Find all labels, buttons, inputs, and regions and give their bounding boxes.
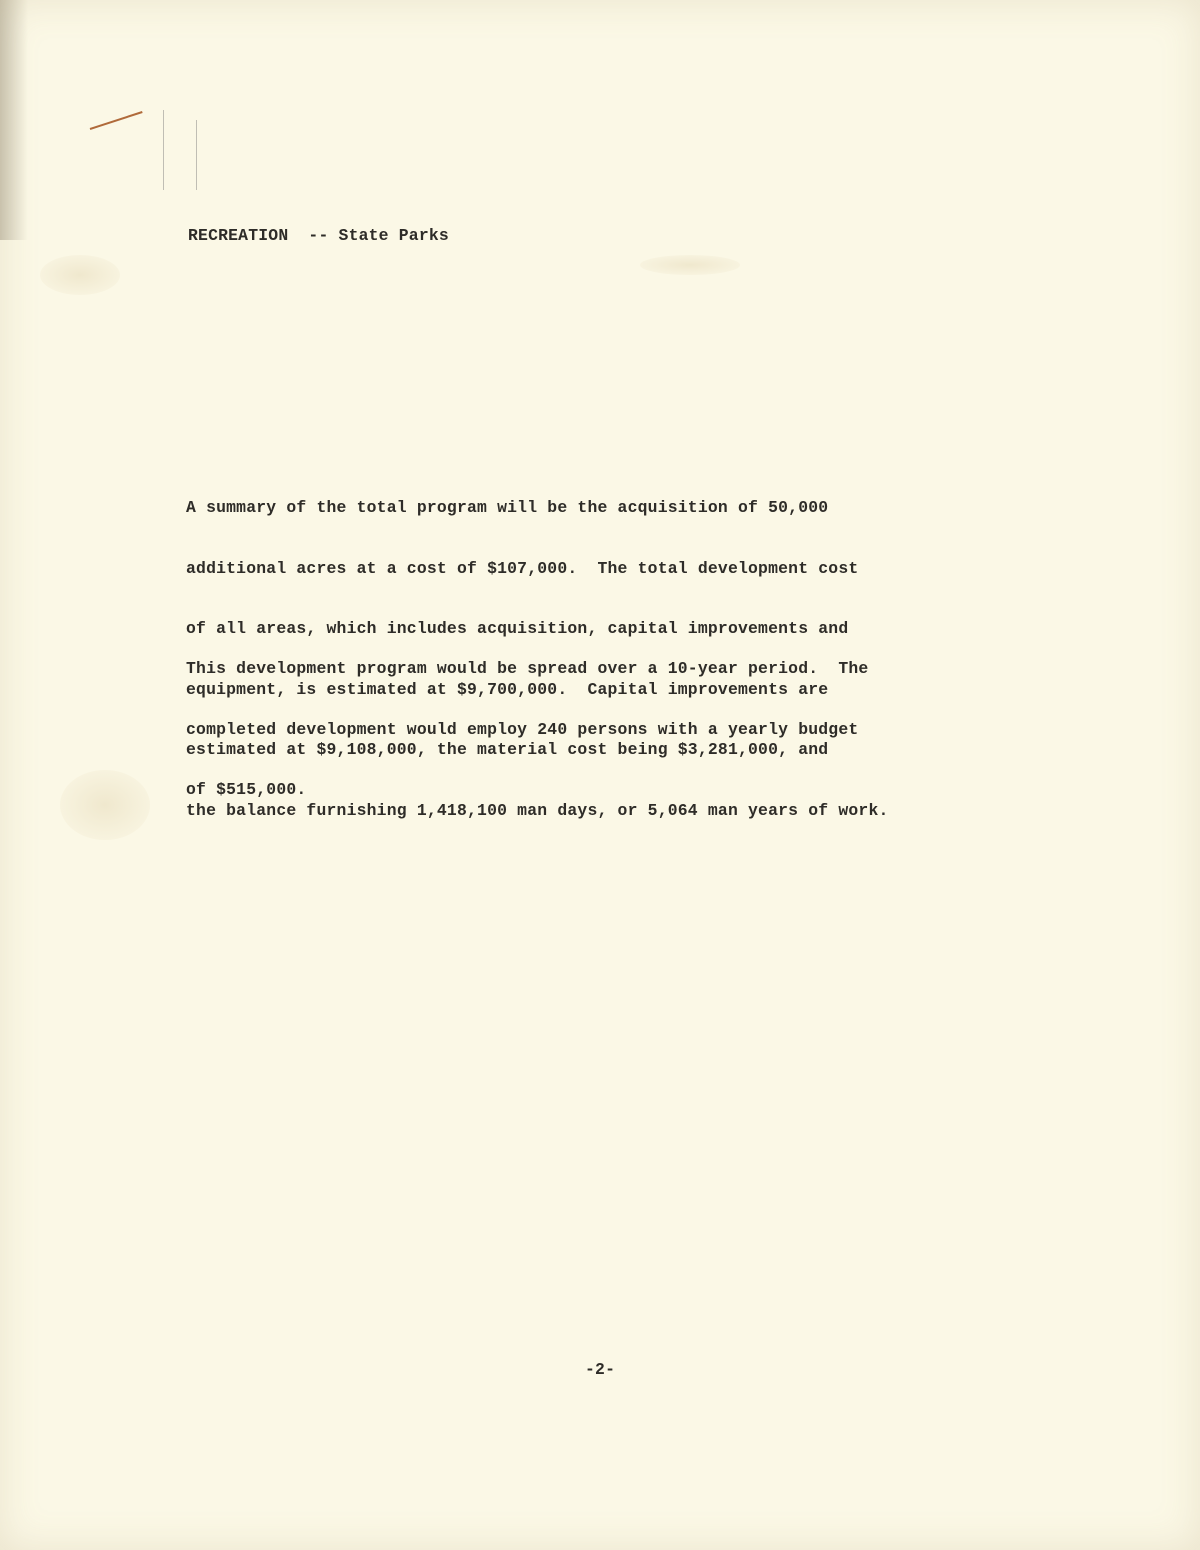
text-line: the balance furnishing 1,418,100 man days, or 5,064 man years of work. — [186, 800, 889, 820]
page-fold-shadow — [0, 0, 28, 240]
pencil-mark — [90, 111, 143, 130]
text-line: of $515,000. — [186, 780, 307, 800]
text-line: estimated at $9,108,000, the material cost being $3,281,000, and — [186, 740, 829, 760]
page-number: -2- — [585, 1360, 616, 1379]
paragraph-development — [186, 620, 868, 840]
margin-mark — [163, 110, 164, 190]
paper-stain — [60, 770, 150, 840]
text-line: completed development would employ 240 persons with a yearly budget — [186, 719, 859, 739]
section-heading: RECREATION -- State Parks — [188, 226, 449, 245]
text-line: This development program would be spread over a 10-year period. The — [186, 659, 869, 678]
paper-stain — [40, 255, 120, 295]
paper-stain — [640, 255, 740, 275]
text-line: equipment, is estimated at $9,700,000. Capital improvements are — [186, 679, 829, 699]
text-line: A summary of the total program will be the acquisition of 50,000 — [186, 498, 829, 517]
margin-mark — [196, 120, 197, 190]
text-line: additional acres at a cost of $107,000. The total development cost — [186, 558, 859, 578]
text-line: of all areas, which includes acquisition, capital improvements and — [186, 619, 849, 639]
